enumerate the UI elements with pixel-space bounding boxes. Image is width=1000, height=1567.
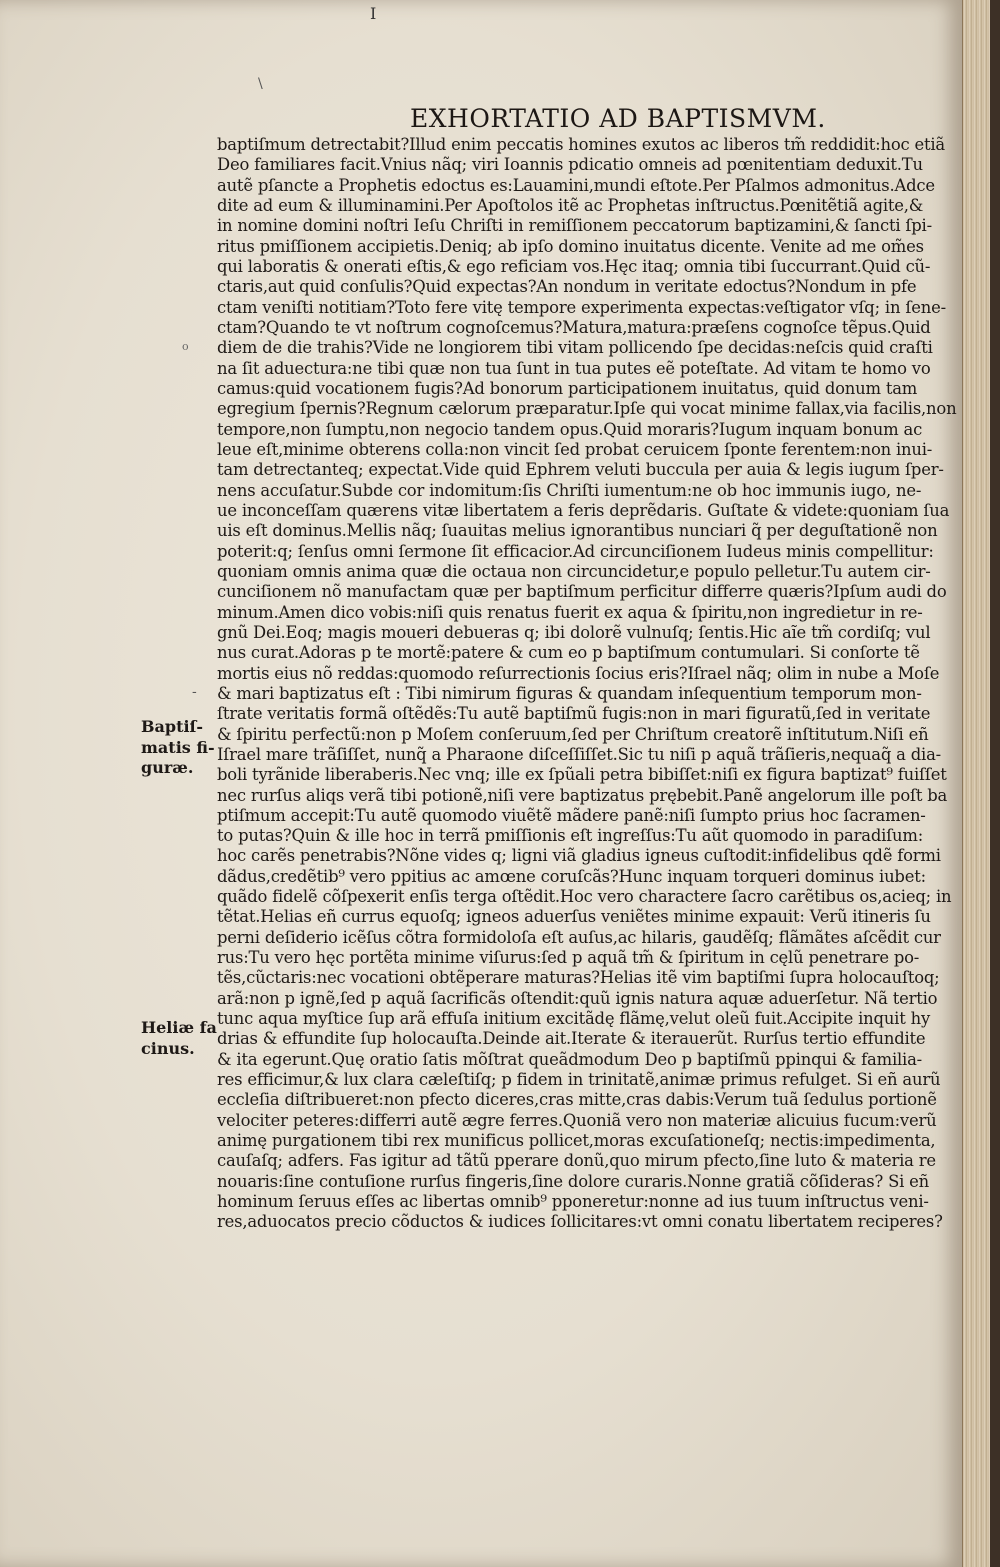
margin-note-line: Heliæ fa bbox=[141, 1018, 217, 1037]
text-line: velociter peteres:differri autẽ ægre ferres.Quoniã vero non materiæ alicuius fucum:verũ bbox=[217, 1110, 937, 1130]
stray-mark: \ bbox=[258, 76, 263, 92]
text-line: Iſrael mare trãſiſſet, nunq̃ a Pharaone diſceſſiſſet.Sic tu niſi p aquã trãſieris,nequaq̃ a dia- bbox=[217, 744, 941, 764]
text-line: & ſpiritu perfectũ:non p Moſem conſeruum,ſed per Chriſtum creatorẽ inſtitutum.Niſi eñ bbox=[217, 724, 929, 744]
text-line: eccleſia diſtribueret:non pfecto diceres,cras mitte,cras dabis:Verum tuã ſedulus portionẽ bbox=[217, 1090, 937, 1110]
text-line: nouaris:ſine contuſione rurſus fingeris,ſine dolore curaris.Nonne gratiã cõſideras? Si eñ bbox=[217, 1171, 930, 1191]
text-line: perni deſiderio icẽſus cõtra formidoloſa eſt auſus,ac hilaris, gaudẽſq; flãmãtes aſcẽdit cur bbox=[217, 927, 941, 947]
text-line: leue eſt,minime obterens colla:non vincit ſed probat ceruicem ſponte ferentem:non inui- bbox=[217, 439, 933, 459]
margin-note-heliae-facinus bbox=[141, 1018, 217, 1059]
binding-edge bbox=[990, 0, 1000, 1567]
text-line: tẽs,cũctaris:nec vocationi obtẽperare maturas?Helias itẽ vim baptiſmi ſupra holocauſtoq; bbox=[217, 968, 940, 988]
margin-note-baptismatis-figurae bbox=[141, 717, 215, 779]
text-line: nec rurſus aliqs verã tibi potionẽ,niſi vere baptizatus prębebit.Panẽ angelorum ille poſt ba bbox=[217, 785, 948, 805]
text-line: ritus pmiſſionem accipietis.Deniq; ab ipſo domino inuitatus dicente. Venite ad me om̃es bbox=[217, 236, 924, 256]
stray-mark: o bbox=[182, 340, 189, 353]
text-line: res efficimur,& lux clara cæleſtiſq; p fidem in trinitatẽ,animæ primus refulget. Si eñ aurũ bbox=[217, 1070, 941, 1090]
margin-note-line: guræ. bbox=[141, 758, 194, 777]
text-line: to putas?Quin & ille hoc in terrã pmiſſionis eſt ingreſſus:Tu aũt quomodo in paradiſum: bbox=[217, 826, 924, 846]
stray-mark: - bbox=[192, 684, 197, 700]
text-line: poterit:q; ſenſus omni ſermone ſit efficacior.Ad circunciſionem Iudeus minis compellitur: bbox=[217, 541, 934, 561]
text-line: hominum ſeruus eſſes ac libertas omnib⁹ pponeretur:nonne ad ius tuum inſtructus veni- bbox=[217, 1192, 929, 1212]
text-line: tam detrectanteq; expectat.Vide quid Ephrem veluti buccula per auia & legis iugum ſper- bbox=[217, 460, 944, 480]
text-line: uis eſt dominus.Mellis nãq; ſuauitas melius ignorantibus nunciari q̃ per deguſtationẽ non bbox=[217, 521, 938, 541]
text-line: tempore,non ſumptu,non negocio tandem opus.Quid moraris?Iugum inquam bonum ac bbox=[217, 419, 923, 439]
text-line: rus:Tu vero hęc portẽta minime viſurus:ſed p aquã tm̃ & ſpiritum in cęlũ penetrare po- bbox=[217, 948, 920, 968]
text-line: nens accuſatur.Subde cor indomitum:ſis Chriſti iumentum:ne ob hoc immunis iugo, ne- bbox=[217, 480, 922, 500]
text-line: minum.Amen dico vobis:niſi quis renatus fuerit ex aqua & ſpiritu,non ingredietur in re- bbox=[217, 602, 923, 622]
text-line: egregium ſpernis?Regnum cælorum præparatur.Ipſe qui vocat minime fallax,via facilis,non bbox=[217, 399, 957, 419]
text-line: dãdus,credẽtib⁹ vero ppitius ac amœne coruſcãs?Hunc inquam torqueri dominus iubet: bbox=[217, 866, 926, 886]
text-line: boli tyrãnide liberaberis.Nec vnq; ille ex ſpũali petra bibiſſet:niſi ex figura baptizat⁹ fuiſſet bbox=[217, 765, 947, 785]
text-line: arã:non p ignẽ,ſed p aquã ſacrificãs oſtendit:quũ ignis natura aquæ aduerſetur. Nã tertio bbox=[217, 988, 938, 1008]
text-line: nus curat.Adoras p te mortẽ:patere & cum eo p baptiſmum contumulari. Si conſorte tẽ bbox=[217, 643, 920, 663]
stray-mark: I bbox=[370, 4, 377, 23]
text-line: in nomine domini noſtri Ieſu Chriſti in remiſſionem peccatorum baptizamini,& ſancti ſpi- bbox=[217, 216, 932, 236]
text-line: quãdo fidelẽ cõſpexerit enſis terga oſtẽdit.Hoc vero charactere ſacro carẽtibus os,acieq; in bbox=[217, 887, 952, 907]
text-line: res,aduocatos precio cõductos & iudices ſollicitares:vt omni conatu libertatem reciperes? bbox=[217, 1212, 943, 1232]
text-line: tẽtat.Helias eñ currus equoſq; igneos aduerſus veniẽtes minime expauit: Verũ itineris ſu bbox=[217, 907, 931, 927]
margin-note-line: cinus. bbox=[141, 1038, 195, 1058]
text-line: diem de die trahis?Vide ne longiorem tibi vitam pollicendo ſpe decidas:neſcis quid craſti bbox=[217, 338, 933, 358]
text-line: drias & effundite ſup holocauſta.Deinde ait.Iterate & iterauerũt. Rurſus tertio effundite bbox=[217, 1029, 926, 1049]
text-line: ſtrate veritatis formã oſtẽdẽs:Tu autẽ baptiſmũ fugis:non in mari figuratũ,ſed in veritate bbox=[217, 704, 931, 724]
body-text bbox=[217, 135, 957, 1233]
text-line: ctam veniſti notitiam?Toto fere vitę tempore experimenta expectas:veſtigator vſq; in ſene- bbox=[217, 297, 946, 317]
text-line: mortis eius nõ reddas:quomodo reſurrectionis ſocius eris?Iſrael nãq; olim in nube a Moſe bbox=[217, 663, 940, 683]
text-line: gnũ Dei.Eoq; magis moueri debueras q; ibi dolorẽ vulnuſq; ſentis.Hic aĩe tm̃ cordiſq; vul bbox=[217, 622, 931, 642]
text-line: ptiſmum accepit:Tu autẽ quomodo viuẽtẽ mãdere panẽ:niſi ſumpto prius hoc ſacramen- bbox=[217, 805, 926, 825]
text-line: & ita egerunt.Quę oratio ſatis mõſtrat queãdmodum Deo p baptiſmũ ppinqui & familia- bbox=[217, 1049, 922, 1069]
margin-note-line: Baptiſ- bbox=[141, 717, 204, 736]
text-line: dite ad eum & illuminamini.Per Apoſtolos itẽ ac Prophetas inſtructus.Pœnitẽtiã agite,& bbox=[217, 195, 924, 215]
running-header: EXHORTATIO AD BAPTISMVM. bbox=[410, 104, 826, 133]
text-line: & mari baptizatus eſt : Tibi nimirum figuras & quandam inſequentium temporum mon- bbox=[217, 683, 922, 703]
text-line: qui laboratis & onerati eſtis,& ego reficiam vos.Hęc itaq; omnia tibi ſuccurrant.Quid cũ- bbox=[217, 256, 931, 276]
text-line: animę purgationem tibi rex munificus pollicet,moras excuſationeſq; nectis:impedimenta, bbox=[217, 1131, 936, 1151]
text-line: hoc carẽs penetrabis?Nõne vides q; ligni viã gladius igneus cuſtodit:infidelibus qdẽ formi bbox=[217, 846, 941, 866]
text-line: na ſit aduectura:ne tibi quæ non tua ſunt in tua putes eẽ poteſtate. Ad vitam te homo vo bbox=[217, 358, 931, 378]
text-line: ue inconceſſam quærens vitæ libertatem a feris deprẽdaris. Guſtate & videte:quoniam ſua bbox=[217, 500, 950, 520]
text-line: tunc aqua myſtice ſup arã effuſa initium excitãdę flãmę,velut oleũ fuit.Accipite inquit hy bbox=[217, 1009, 931, 1029]
text-line: cunciſionem nõ manufactam quæ per baptiſmum perficitur differre quæris?Ipſum audi do bbox=[217, 582, 947, 602]
text-line: camus:quid vocationem fugis?Ad bonorum participationem inuitatus, quid donum tam bbox=[217, 378, 918, 398]
text-line: quoniam omnis anima quæ die octaua non circuncidetur,e populo pelletur.Tu autem cir- bbox=[217, 561, 931, 581]
text-line: autẽ pſancte a Prophetis edoctus es:Lauamini,mundi eſtote.Per Pſalmos admonitus.Adce bbox=[217, 175, 935, 195]
text-line: ctam?Quando te vt noſtrum cognoſcemus?Matura,matura:præſens cognoſce tẽpus.Quid bbox=[217, 317, 931, 337]
text-line: Deo familiares facit.Vnius nãq; viri Ioannis pdicatio omneis ad pœnitentiam deduxit.Tu bbox=[217, 155, 923, 175]
text-line: baptiſmum detrectabit?Illud enim peccatis homines exutos ac liberos tm̃ reddidit:hoc etiã bbox=[217, 135, 945, 154]
text-line: ctaris,aut quid conſulis?Quid expectas?An nondum in veritate edoctus?Nondum in pfe bbox=[217, 277, 917, 297]
margin-note-line: matis fi- bbox=[141, 737, 215, 757]
text-line: cauſaſq; adfers. Fas igitur ad tãtũ pperare donũ,quo mirum pfecto,ſine luto & materia re bbox=[217, 1151, 936, 1171]
